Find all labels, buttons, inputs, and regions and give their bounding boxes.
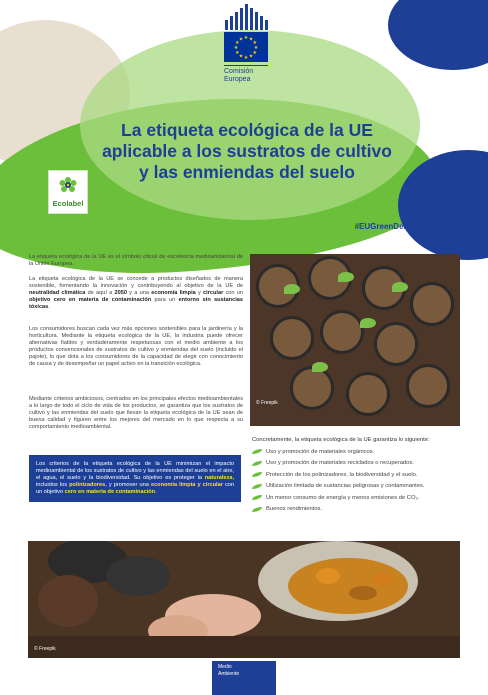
list-item: Protección de los polinizadores, la biodiversidad y el suelo. [252,469,467,481]
list-item: Buenos rendimientos. [252,504,467,516]
footer-line: Medio [218,664,232,670]
svg-text:★: ★ [252,50,257,56]
photo-credit: © Freepik [34,646,56,652]
hands-soil-photo [28,541,460,658]
title-line: La etiqueta ecológica de la UE [121,120,373,140]
decorative-blue-shape [388,0,488,70]
leaf-bullet-icon [252,472,262,477]
commission-building-icon [214,4,278,30]
title-line: y las enmiendas del suelo [139,162,355,182]
footer-line: Ambiente [218,670,240,677]
date-block [355,212,460,232]
leaf-bullet-icon [252,507,262,512]
svg-text:★: ★ [248,36,254,43]
page-title [72,120,422,183]
svg-text:★: ★ [235,50,240,56]
svg-text:★: ★ [253,45,259,51]
european-commission-logo [214,4,278,84]
guarantee-list [252,446,467,515]
list-item: Utilización limitada de sustancias peligrosas y contaminantes. [252,481,467,493]
guarantee-intro: Concretamente, la etiqueta ecológica de la UE garantiza lo siguiente: [252,437,430,443]
hashtags: #EUGreenDeal #EUecolabel [354,222,460,231]
leaf-bullet-icon [252,449,262,454]
footer-badge-text [218,664,239,677]
svg-text:★: ★ [235,40,240,46]
leaf-bullet-icon [252,461,262,466]
seedlings-photo [250,254,460,426]
svg-text:★: ★ [243,55,249,61]
svg-text:★: ★ [238,53,244,60]
ecolabel-label: Ecolabel [52,199,84,208]
ecolabel-flower-icon [56,174,80,198]
publication-date: Julio de 2022 [412,212,460,221]
paragraph-objectives: La etiqueta ecológica de la UE se concede a productos diseñados de manera sostenible, fomentando la innovación y contribuyendo al objetivo de la UE de neutralidad climática de aquí a 2050 y a una economía limpia y circular con un objetivo cero en materia de contaminación para un entorno sin sustancias tóxicas. [29,276,243,310]
svg-text:★: ★ [243,35,249,41]
title-line: aplicable a los sustratos de cultivo [102,141,392,161]
svg-text:★: ★ [252,40,257,46]
eu-flag-icon [224,32,268,62]
photo-illustration [28,541,460,658]
eu-ecolabel-logo [48,170,88,214]
photo-credit: © Freepik [256,400,278,406]
list-item: Un menor consumo de energía y menos emisiones de CO₂. [252,492,467,504]
leaf-bullet-icon [252,495,262,500]
paragraph-criteria: Mediante criterios ambiciosos, centrados en los principales efectos medioambientales a lo largo de todo el ciclo de vida de los productos, se garantiza que los sustratos de cultivo y las enmiendas del suelo que llevan la etiqueta ecológica de la UE sean de buena calidad y figuren entre los mejores del mercado en lo que respecta a su comportamiento medioambiental. [29,396,243,430]
list-item: Uso y promoción de materiales orgánicos. [252,446,467,458]
org-name: Comisión Europea [224,65,268,84]
paragraph-consumers: Los consumidores buscan cada vez más opciones sostenibles para la jardinería y la horticultura. Mediante la etiqueta ecológica de la UE, la industria puede ofrecer alternativas fiables y verdaderamente respetuosas con el medio ambiente a los productos convencionales de sustratos de cultivo y enmiendas del suelo (incluido el pajote), lo que dota a los consumidores de la capacidad de elegir con conocimiento de causa y de desempeñar un papel activo en la transición ecológica. [29,326,243,367]
paragraph-intro: La etiqueta ecológica de la UE es el símbolo oficial de excelencia medioambiental de la Unión Europea. [29,254,243,267]
svg-text:★: ★ [248,53,254,60]
list-item: Uso y promoción de materiales reciclados o recuperados. [252,458,467,470]
leaf-bullet-icon [252,484,262,489]
svg-text:★: ★ [238,36,244,43]
highlight-callout: Los criterios de la etiqueta ecológica de la UE minimizan el impacto medioambiental de los sustratos de cultivo y las enmiendas del suelo en el aire, el agua, el suelo y la biodiversidad. Su objetivo es proteger la naturaleza, incluidos los polinizadores, y promover una economía limpia y circular con un objetivo cero en materia de contaminación. [29,455,241,502]
svg-text:★: ★ [233,45,239,51]
